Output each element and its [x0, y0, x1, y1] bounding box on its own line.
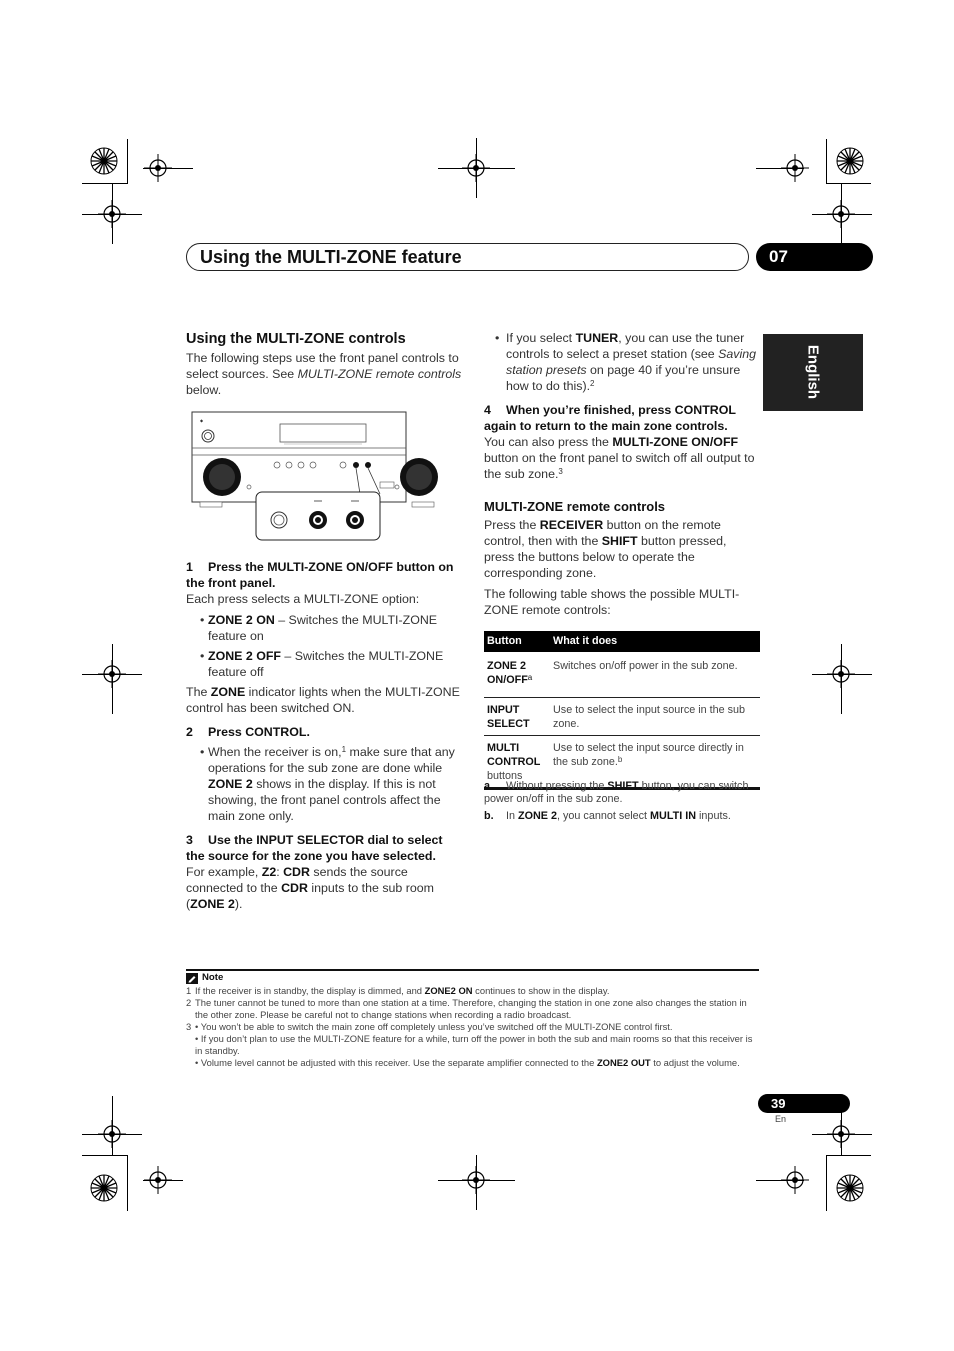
note-heading: Note — [186, 972, 759, 984]
zone-indicator-text: The ZONE indicator lights when the MULTI-ZONE control has been switched ON. — [186, 685, 460, 715]
page-number: 39 — [758, 1094, 850, 1113]
table-intro: The following table shows the possible MULTI-ZONE remote controls: — [484, 587, 740, 617]
footnote-b: b. In ZONE 2, you cannot select MULTI IN inputs. — [484, 810, 731, 822]
language-tab-label: English — [804, 344, 822, 400]
left-steps — [186, 559, 462, 912]
table-row: MULTI CONTROL buttons Use to select the input source directly in the sub zone.$^b$ — [484, 735, 760, 788]
page-language: En — [775, 1114, 787, 1124]
right-column — [484, 330, 760, 618]
svg-text:◆: ◆ — [200, 418, 204, 423]
note-rule — [186, 969, 759, 971]
note-2: 2 The tuner cannot be tuned to more than one station at a time. Therefore, changing the station in one zone also changes the station in the other zone. Please be careful not to change stations when recording a radio broadcast. — [186, 997, 747, 1020]
remote-heading: MULTI-ZONE remote controls — [484, 499, 666, 514]
step-2: 2 Press CONTROL. — [186, 725, 310, 739]
header-what-it-does: What it does — [550, 631, 760, 652]
remote-paragraph: Press the RECEIVER button on the remote control, then with the SHIFT button pressed, press the buttons below to operate the corresponding zone. — [484, 518, 727, 580]
step-1-body: Each press selects a MULTI-ZONE option: — [186, 592, 420, 606]
tuner-bullet: • If you select TUNER, you can use the tuner controls to select a preset station (see Saving station presets on page 40 if you’re unsure how to do this).$^2$ — [484, 330, 760, 394]
note-pencil-icon — [186, 973, 198, 984]
step-3-body: For example, Z2: CDR sends the source connected to the CDR inputs to the sub room (ZONE 2). — [186, 865, 434, 911]
table-row: ZONE 2 ON/OFF$^a$ Switches on/off power in the sub zone. — [484, 652, 760, 697]
step-1: 1 Press the MULTI-ZONE ON/OFF button on the front panel. — [186, 560, 454, 590]
footnote-a: a. Without pressing the SHIFT button, you can switch power on/off in the sub zone. — [484, 780, 749, 805]
table-row: INPUT SELECT Use to select the input source in the sub zone. — [484, 697, 760, 735]
note-3c: • Volume level cannot be adjusted with this receiver. Use the separate amplifier connected to the ZONE2 OUT to adjust the volume. — [195, 1057, 740, 1068]
front-panel-illustration — [190, 410, 460, 542]
chapter-number: 07 — [756, 243, 873, 271]
intro-paragraph: The following steps use the front panel controls to select sources. See MULTI-ZONE remote controls below. — [186, 351, 462, 397]
step-2-body: • When the receiver is on,$^1$ make sure that any operations for the sub zone are done while ZONE 2 shows in the display. If this is not showing, the front panel controls affect the main zone only. — [186, 744, 462, 824]
section-heading: Using the MULTI-ZONE controls — [186, 331, 406, 347]
table-header — [484, 631, 760, 652]
note-1: 1 If the receiver is in standby, the display is dimmed, and ZONE2 ON continues to show in the display. — [186, 985, 610, 996]
notes-block — [186, 972, 759, 1069]
chapter-title: Using the MULTI-ZONE feature — [200, 247, 462, 267]
step-3: 3 Use the INPUT SELECTOR dial to select the source for the zone you have selected. — [186, 833, 443, 863]
option-zone2-off: • ZONE 2 OFF – Switches the MULTI-ZONE feature off — [186, 648, 462, 680]
step-4: 4 When you’re finished, press CONTROL again to return to the main zone controls. — [484, 403, 736, 433]
remote-controls-table — [484, 631, 760, 790]
left-column — [186, 330, 462, 398]
note-3b: • If you don’t plan to use the MULTI-ZONE feature for a while, turn off the power in both the sub and main rooms so that this receiver is in standby. — [195, 1033, 753, 1056]
header-button: Button — [484, 631, 550, 652]
note-3a: 3 • You won’t be able to switch the main zone off completely unless you’ve switched off the MULTI-ZONE control first. — [186, 1021, 673, 1032]
step-4-body: You can also press the MULTI-ZONE ON/OFF button on the front panel to switch off all output to the sub zone.$^3$ — [484, 435, 755, 481]
table-footnotes — [484, 780, 760, 823]
option-zone2-on: • ZONE 2 ON – Switches the MULTI-ZONE feature on — [186, 612, 462, 644]
